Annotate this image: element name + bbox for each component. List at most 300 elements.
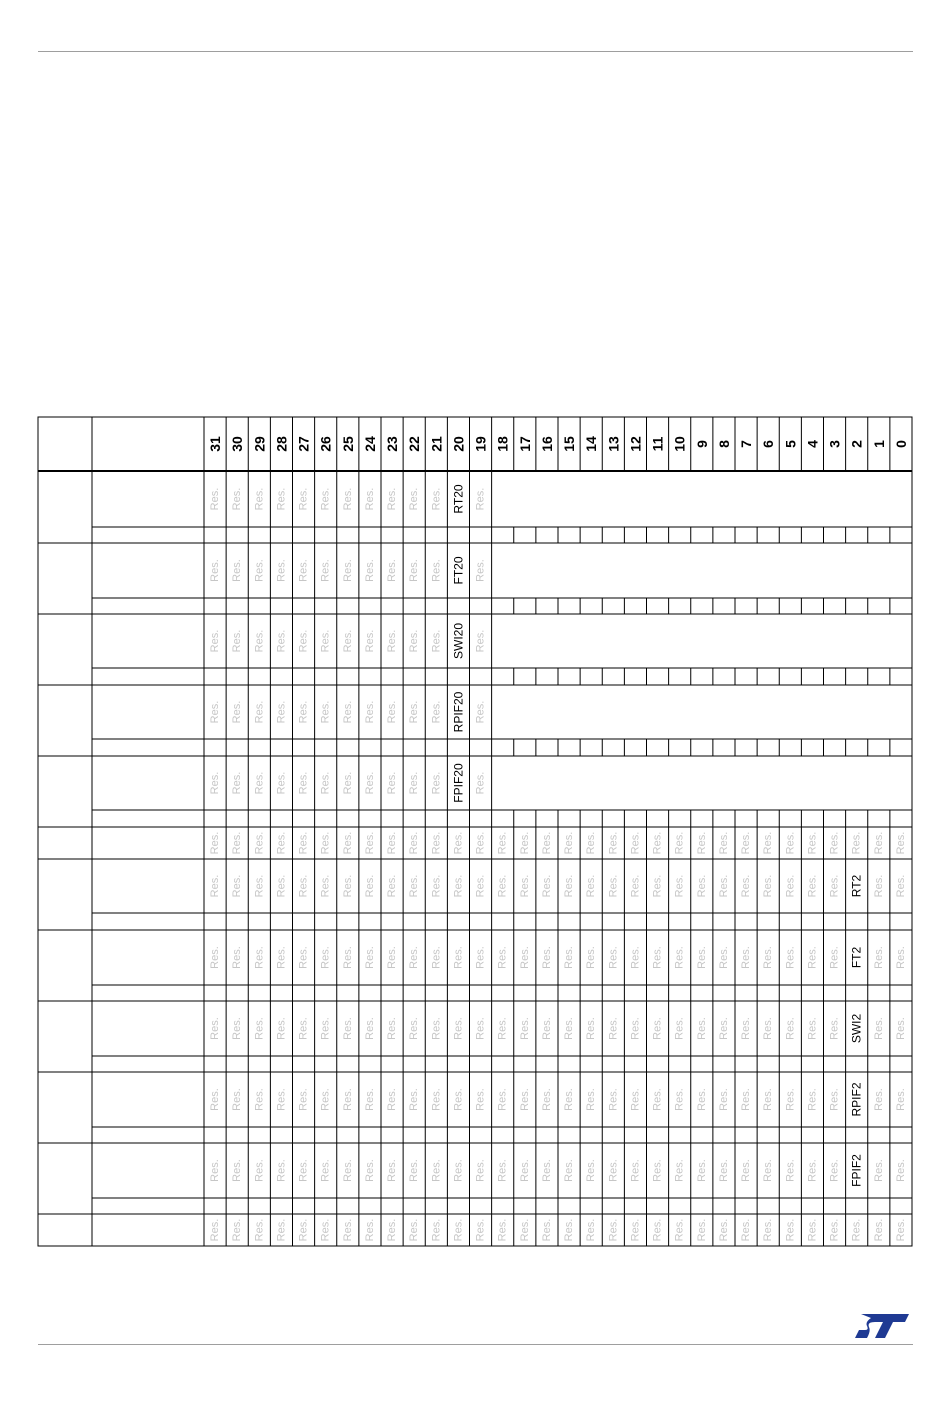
bit-number-10: 10 [671,436,688,452]
reserved-bit: Res. [784,1218,797,1242]
reserved-bit: Res. [762,1159,775,1182]
bit-number-8: 8 [715,440,732,448]
reserved-bit: Res. [209,1159,222,1182]
reserved-bit: Res. [518,831,531,855]
bit-number-27: 27 [295,436,312,452]
reserved-bit: Res. [872,874,885,898]
reserved-bit: Res. [629,874,642,898]
reserved-bit: Res. [430,1218,443,1242]
reserved-bit: Res. [341,700,354,724]
reserved-bit: Res. [828,831,841,855]
reserved-bit: Res. [717,1088,730,1111]
reserved-bit: Res. [319,771,332,795]
reserved-bit: Res. [231,487,244,511]
reserved-bit: Res. [231,559,244,582]
reserved-bit: Res. [297,559,310,582]
reserved-bit: Res. [297,1159,310,1182]
reserved-bit: Res. [762,946,775,969]
reserved-bit: Res. [607,1088,620,1111]
reserved-bit: Res. [386,1159,399,1182]
reserved-bit: Res. [275,1218,288,1242]
bit-number-16: 16 [538,436,555,452]
reserved-bit: Res. [872,1017,885,1040]
bit-number-29: 29 [251,436,268,452]
reserved-bit: Res. [695,1017,708,1040]
reserved-bit: Res. [275,1017,288,1040]
reserved-bit: Res. [607,1017,620,1040]
reserved-bit: Res. [319,874,332,898]
reserved-bit: Res. [253,771,266,795]
reserved-bit: Res. [872,1159,885,1182]
reserved-bit: Res. [386,629,399,653]
reserved-bit: Res. [872,1218,885,1242]
reserved-bit: Res. [231,700,244,724]
bit-number-3: 3 [826,440,843,448]
reserved-bit: Res. [341,629,354,653]
reserved-bit: Res. [784,1159,797,1182]
reserved-bit: Res. [540,831,553,855]
reserved-bit: Res. [341,1159,354,1182]
bit-number-30: 30 [229,436,246,452]
reserved-bit: Res. [872,831,885,855]
reserved-bit: Res. [540,1218,553,1242]
bit-number-7: 7 [738,440,755,448]
bit-number-13: 13 [605,436,622,452]
bit-number-6: 6 [760,440,777,448]
reserved-bit: Res. [806,831,819,855]
reserved-bit: Res. [496,1088,509,1111]
reserved-bit: Res. [231,946,244,969]
reserved-bit: Res. [540,1017,553,1040]
reserved-bit: Res. [740,1017,753,1040]
reserved-bit: Res. [341,771,354,795]
reserved-bit: Res. [275,946,288,969]
reserved-bit: Res. [319,1088,332,1111]
reserved-bit: Res. [408,874,421,898]
reserved-bit: Res. [474,487,487,511]
reserved-bit: Res. [717,1159,730,1182]
reserved-bit: Res. [297,1017,310,1040]
reserved-bit: Res. [717,1017,730,1040]
reserved-bit: Res. [474,831,487,855]
register-row [38,543,912,614]
reserved-bit: Res. [319,700,332,724]
reserved-bit: Res. [651,874,664,898]
reserved-bit: Res. [740,946,753,969]
reserved-bit: Res. [430,1088,443,1111]
field-ft2: FT2 [849,946,864,969]
reserved-bit: Res. [253,1159,266,1182]
reserved-bit: Res. [828,1088,841,1111]
st-logo-icon [853,1308,913,1342]
reserved-bit: Res. [253,1218,266,1242]
reserved-bit: Res. [341,559,354,582]
register-row [38,685,912,756]
reserved-bit: Res. [850,1218,863,1242]
reserved-bit: Res. [408,629,421,653]
reserved-bit: Res. [386,874,399,898]
reserved-bit: Res. [430,771,443,795]
reserved-bit: Res. [607,831,620,855]
bit-number-9: 9 [693,440,710,448]
reserved-bit: Res. [452,874,465,898]
reserved-bit: Res. [496,831,509,855]
reserved-bit: Res. [540,946,553,969]
register-row [38,1072,912,1143]
reserved-bit: Res. [297,1218,310,1242]
register-row [38,471,912,543]
bit-number-14: 14 [583,436,600,452]
bit-number-22: 22 [406,436,423,452]
reserved-bit: Res. [894,1088,907,1111]
reserved-bit: Res. [363,487,376,511]
reserved-bit: Res. [540,1088,553,1111]
reserved-bit: Res. [496,874,509,898]
field-fpif20: FPIF20 [451,763,466,803]
reserved-bit: Res. [496,1218,509,1242]
reserved-bit: Res. [673,1088,686,1111]
reserved-bit: Res. [430,629,443,653]
reserved-bit: Res. [408,1088,421,1111]
reserved-bit: Res. [386,700,399,724]
reserved-bit: Res. [629,1088,642,1111]
bit-number-20: 20 [450,436,467,452]
reserved-bit: Res. [563,831,576,855]
reserved-bit: Res. [806,1159,819,1182]
reserved-bit: Res. [695,874,708,898]
reserved-bit: Res. [209,1088,222,1111]
reserved-bit: Res. [563,1017,576,1040]
reserved-bit: Res. [408,487,421,511]
reserved-bit: Res. [253,946,266,969]
reserved-bit: Res. [386,1017,399,1040]
reserved-bit: Res. [540,1159,553,1182]
reserved-bit: Res. [341,1017,354,1040]
reserved-bit: Res. [386,831,399,855]
reserved-bit: Res. [341,487,354,511]
reserved-bit: Res. [607,1218,620,1242]
reserved-bit: Res. [806,1218,819,1242]
reserved-bit: Res. [430,1159,443,1182]
reserved-bit: Res. [762,1017,775,1040]
reserved-bit: Res. [585,1017,598,1040]
reserved-bit: Res. [607,874,620,898]
reserved-bit: Res. [209,831,222,855]
reserved-bit: Res. [651,1218,664,1242]
reserved-bit: Res. [474,946,487,969]
register-grid [38,417,912,1246]
reserved-bit: Res. [209,629,222,653]
field-rt2: RT2 [849,874,864,898]
reserved-bit: Res. [253,487,266,511]
reserved-bit: Res. [740,831,753,855]
reserved-bit: Res. [784,946,797,969]
field-rt20: RT20 [451,484,466,514]
reserved-bit: Res. [253,1088,266,1111]
reserved-bit: Res. [275,700,288,724]
reserved-bit: Res. [585,1218,598,1242]
reserved-bit: Res. [784,1017,797,1040]
bit-number-21: 21 [428,436,445,452]
reserved-bit: Res. [275,831,288,855]
reserved-bit: Res. [695,831,708,855]
reserved-bit: Res. [474,771,487,795]
reserved-bit: Res. [806,1017,819,1040]
reserved-bit: Res. [231,1218,244,1242]
reserved-bit: Res. [673,1218,686,1242]
reserved-bit: Res. [695,1088,708,1111]
reserved-bit: Res. [386,487,399,511]
reserved-bit: Res. [319,1218,332,1242]
reserved-bit: Res. [894,831,907,855]
reserved-bit: Res. [740,1218,753,1242]
register-row [38,1143,912,1214]
reserved-bit: Res. [740,1088,753,1111]
reserved-bit: Res. [408,831,421,855]
reserved-bit: Res. [231,874,244,898]
reserved-bit: Res. [363,874,376,898]
field-rpif2: RPIF2 [849,1082,864,1117]
reserved-bit: Res. [563,1218,576,1242]
reserved-bit: Res. [231,629,244,653]
reserved-bit: Res. [209,559,222,582]
reserved-bit: Res. [297,487,310,511]
reserved-bit: Res. [341,874,354,898]
reserved-bit: Res. [518,874,531,898]
reserved-bit: Res. [607,946,620,969]
field-fpif2: FPIF2 [849,1154,864,1187]
reserved-bit: Res. [386,1218,399,1242]
reserved-bit: Res. [762,1088,775,1111]
reserved-bit: Res. [651,1088,664,1111]
reserved-bit: Res. [231,1159,244,1182]
reserved-bit: Res. [740,1159,753,1182]
reserved-bit: Res. [452,1218,465,1242]
reserved-bit: Res. [563,1088,576,1111]
reserved-bit: Res. [209,946,222,969]
reserved-bit: Res. [828,946,841,969]
reserved-bit: Res. [717,874,730,898]
reserved-bit: Res. [341,831,354,855]
reserved-bit: Res. [651,1159,664,1182]
reserved-bit: Res. [828,1218,841,1242]
reserved-bit: Res. [430,700,443,724]
reserved-bit: Res. [363,1088,376,1111]
reserved-bit: Res. [408,559,421,582]
field-ft20: FT20 [451,556,466,585]
reserved-bit: Res. [563,874,576,898]
reserved-bit: Res. [518,1218,531,1242]
reserved-bit: Res. [695,1218,708,1242]
reserved-bit: Res. [828,1159,841,1182]
reserved-bit: Res. [806,946,819,969]
reserved-bit: Res. [386,1088,399,1111]
reserved-bit: Res. [894,874,907,898]
reserved-bit: Res. [496,1017,509,1040]
reserved-bit: Res. [828,1017,841,1040]
reserved-bit: Res. [784,874,797,898]
reserved-bit: Res. [386,771,399,795]
reserved-bit: Res. [275,487,288,511]
reserved-bit: Res. [341,946,354,969]
reserved-bit: Res. [297,874,310,898]
reserved-bit: Res. [518,1088,531,1111]
bit-number-26: 26 [317,436,334,452]
reserved-bit: Res. [363,700,376,724]
reserved-bit: Res. [408,946,421,969]
reserved-bit: Res. [629,946,642,969]
reserved-bit: Res. [474,1218,487,1242]
reserved-bit: Res. [474,1088,487,1111]
reserved-bit: Res. [363,559,376,582]
reserved-bit: Res. [585,1088,598,1111]
reserved-bit: Res. [430,831,443,855]
reserved-bit: Res. [474,874,487,898]
register-row [38,614,912,685]
reserved-bit: Res. [452,1088,465,1111]
table-border [38,417,912,1246]
field-swi2: SWI2 [849,1013,864,1044]
field-rpif20: RPIF20 [451,691,466,733]
reserved-bit: Res. [894,1017,907,1040]
reserved-bit: Res. [474,629,487,653]
reserved-bit: Res. [275,629,288,653]
bit-number-23: 23 [384,436,401,452]
reserved-bit: Res. [762,1218,775,1242]
reserved-bit: Res. [673,874,686,898]
reserved-bit: Res. [363,771,376,795]
reserved-bit: Res. [563,1159,576,1182]
register-row [38,1001,912,1072]
reserved-bit: Res. [585,1159,598,1182]
reserved-bit: Res. [319,946,332,969]
reserved-bit: Res. [363,831,376,855]
reserved-bit: Res. [452,1017,465,1040]
bit-number-5: 5 [782,440,799,448]
reserved-bit: Res. [717,946,730,969]
reserved-bit: Res. [585,831,598,855]
reserved-bit: Res. [275,771,288,795]
bit-number-1: 1 [870,440,887,448]
reserved-bit: Res. [540,874,553,898]
reserved-bit: Res. [275,874,288,898]
reserved-bit: Res. [629,831,642,855]
reserved-bit: Res. [828,874,841,898]
reserved-bit: Res. [408,1017,421,1040]
reserved-bit: Res. [452,831,465,855]
reserved-bit: Res. [231,1088,244,1111]
reserved-bit: Res. [319,629,332,653]
reserved-bit: Res. [585,946,598,969]
reserved-bit: Res. [297,1088,310,1111]
reserved-bit: Res. [452,1159,465,1182]
reserved-bit: Res. [253,831,266,855]
reserved-bit: Res. [209,700,222,724]
reserved-bit: Res. [253,559,266,582]
register-row [38,827,912,859]
reserved-bit: Res. [253,1017,266,1040]
reserved-bit: Res. [297,700,310,724]
reserved-bit: Res. [806,874,819,898]
reserved-bit: Res. [430,946,443,969]
footer-rule [38,1344,913,1345]
reserved-bit: Res. [231,831,244,855]
reserved-bit: Res. [894,1159,907,1182]
reserved-bit: Res. [386,946,399,969]
reserved-bit: Res. [585,874,598,898]
reserved-bit: Res. [363,629,376,653]
reserved-bit: Res. [319,831,332,855]
reserved-bit: Res. [275,559,288,582]
reserved-bit: Res. [386,559,399,582]
reserved-bit: Res. [673,831,686,855]
bit-number-19: 19 [472,436,489,452]
bit-number-4: 4 [804,440,821,448]
reserved-bit: Res. [319,559,332,582]
reserved-bit: Res. [717,1218,730,1242]
reserved-bit: Res. [430,1017,443,1040]
reserved-bit: Res. [496,946,509,969]
reserved-bit: Res. [740,874,753,898]
reserved-bit: Res. [651,831,664,855]
reserved-bit: Res. [629,1218,642,1242]
reserved-bit: Res. [673,1159,686,1182]
reserved-bit: Res. [297,946,310,969]
reserved-bit: Res. [363,1218,376,1242]
reserved-bit: Res. [850,831,863,855]
field-swi20: SWI20 [451,622,466,660]
reserved-bit: Res. [408,700,421,724]
bit-number-18: 18 [494,436,511,452]
reserved-bit: Res. [762,831,775,855]
reserved-bit: Res. [673,1017,686,1040]
reserved-bit: Res. [253,874,266,898]
reserved-bit: Res. [430,487,443,511]
reserved-bit: Res. [762,874,775,898]
reserved-bit: Res. [474,700,487,724]
reserved-bit: Res. [209,1017,222,1040]
register-row [38,859,912,930]
reserved-bit: Res. [319,1159,332,1182]
reserved-bit: Res. [297,771,310,795]
reserved-bit: Res. [363,1017,376,1040]
reserved-bit: Res. [209,874,222,898]
reserved-bit: Res. [695,1159,708,1182]
reserved-bit: Res. [363,946,376,969]
reserved-bit: Res. [253,700,266,724]
reserved-bit: Res. [894,946,907,969]
bit-number-28: 28 [273,436,290,452]
reserved-bit: Res. [253,629,266,653]
reserved-bit: Res. [430,874,443,898]
reserved-bit: Res. [607,1159,620,1182]
reserved-bit: Res. [408,1218,421,1242]
register-row [38,1214,912,1246]
reserved-bit: Res. [474,559,487,582]
register-row [38,756,912,827]
reserved-bit: Res. [894,1218,907,1242]
bit-number-0: 0 [892,440,909,448]
reserved-bit: Res. [209,487,222,511]
reserved-bit: Res. [209,771,222,795]
reserved-bit: Res. [363,1159,376,1182]
reserved-bit: Res. [231,771,244,795]
bit-number-31: 31 [207,436,224,452]
reserved-bit: Res. [496,1159,509,1182]
reserved-bit: Res. [341,1218,354,1242]
reserved-bit: Res. [297,831,310,855]
reserved-bit: Res. [408,771,421,795]
